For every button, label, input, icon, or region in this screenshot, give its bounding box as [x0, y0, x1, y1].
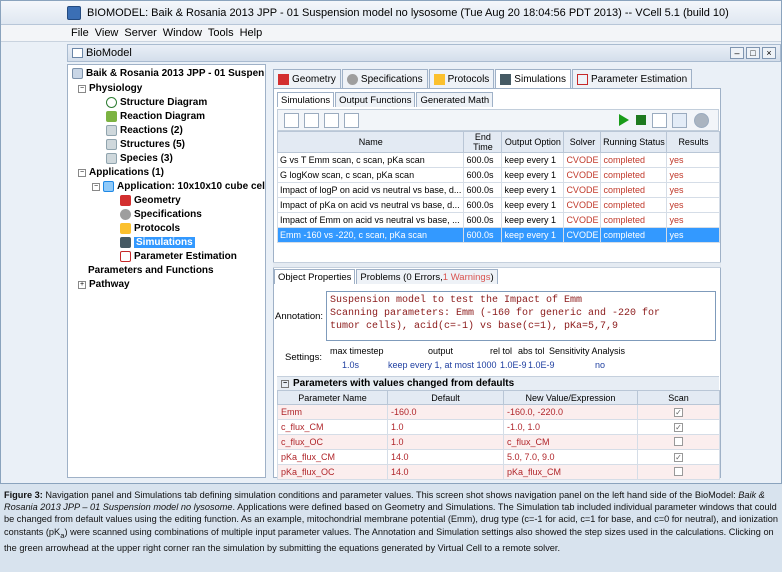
inner-window-title: BioModel: [86, 47, 132, 59]
tree-reaction-diagram[interactable]: [106, 111, 205, 122]
tree-protocols-label: Protocols: [134, 223, 181, 234]
sim-name: Impact of Emm on acid vs neutral vs base, ...: [278, 213, 464, 228]
tab-parameter-estimation-label: Parameter Estimation: [591, 73, 688, 85]
tree-reaction-diagram-label: Reaction Diagram: [120, 111, 206, 122]
sim-results: yes: [667, 198, 720, 213]
table-row[interactable]: [278, 198, 720, 213]
setting-max-timestep-label: max timestep: [330, 346, 384, 356]
menu-help[interactable]: Help: [239, 27, 263, 39]
tree-structures[interactable]: [106, 139, 185, 150]
table-row[interactable]: [278, 450, 720, 465]
table-row[interactable]: [278, 183, 720, 198]
table-row[interactable]: [278, 420, 720, 435]
param-scan-cell: [638, 420, 720, 435]
tab-protocols[interactable]: [429, 69, 495, 88]
geometry-icon: [278, 74, 289, 85]
setting-max-timestep-value: 1.0s: [342, 360, 360, 370]
menu-bar: [1, 25, 781, 42]
table-row[interactable]: [278, 213, 720, 228]
sim-results: yes: [667, 153, 720, 168]
setting-rel-tol-label: rel tol: [490, 346, 513, 356]
navigation-tree[interactable]: [67, 64, 266, 478]
params-section-header[interactable]: [277, 376, 719, 390]
sim-results: yes: [667, 213, 720, 228]
sim-end-time: 600.0s: [464, 213, 502, 228]
scan-checkbox[interactable]: [674, 467, 683, 476]
subtab-generated-math[interactable]: Generated Math: [416, 92, 493, 107]
setting-abs-tol-value: 1.0E-9: [528, 360, 555, 370]
table-row[interactable]: [278, 465, 720, 480]
tree-specifications-label: Specifications: [134, 209, 202, 220]
sim-status: completed: [601, 183, 667, 198]
param-scan-cell: [638, 435, 720, 450]
param-default: 1.0: [388, 435, 504, 450]
scan-checkbox[interactable]: ✓: [675, 423, 682, 432]
sim-name: Impact of logP on acid vs neutral vs base, d...: [278, 183, 464, 198]
simulation-subtabs: [277, 92, 494, 107]
sim-status: completed: [601, 213, 667, 228]
setting-rel-tol-value: 1.0E-9: [500, 360, 527, 370]
param-new-value[interactable]: -1.0, 1.0: [504, 420, 638, 435]
close-button[interactable]: ×: [762, 47, 776, 59]
view-results-button[interactable]: [652, 113, 667, 128]
tree-application[interactable]: [92, 181, 265, 192]
setting-sensitivity-value: no: [595, 360, 606, 370]
table-row[interactable]: [278, 153, 720, 168]
annotation-label: Annotation:: [275, 311, 324, 322]
panel-splitter[interactable]: [273, 262, 721, 268]
tree-geometry[interactable]: [120, 195, 181, 206]
param-scan-cell: [638, 405, 720, 420]
col-results[interactable]: Results: [667, 132, 720, 153]
collapse-icon[interactable]: −: [93, 182, 99, 190]
geometry-icon: [120, 195, 131, 206]
maximize-button[interactable]: □: [746, 47, 760, 59]
tree-application-label: Application: 10x10x10 cube cel: [117, 181, 265, 192]
col-name[interactable]: Name: [278, 132, 464, 153]
sim-name: Impact of pKa on acid vs neutral vs base, d...: [278, 198, 464, 213]
problems-label: Problems (0 Errors,: [360, 271, 443, 283]
sim-solver: CVODE: [564, 153, 601, 168]
col-parameter-name[interactable]: Parameter Name: [278, 391, 388, 405]
menu-window[interactable]: Window: [162, 27, 202, 39]
structures-icon: [106, 139, 117, 150]
scan-checkbox[interactable]: ✓: [675, 408, 682, 417]
info-icon[interactable]: [672, 113, 687, 128]
param-new-value[interactable]: c_flux_CM: [504, 435, 638, 450]
structure-diagram-icon: [106, 97, 117, 108]
param-default: 1.0: [388, 420, 504, 435]
param-new-value[interactable]: 5.0, 7.0, 9.0: [504, 450, 638, 465]
param-new-value[interactable]: -160.0, -220.0: [504, 405, 638, 420]
tab-geometry-label: Geometry: [292, 73, 336, 85]
tree-parameter-estimation-label: Parameter Estimation: [134, 251, 237, 262]
species-icon: [106, 153, 117, 164]
col-end-time[interactable]: End Time: [464, 132, 502, 153]
tree-structure-diagram-label: Structure Diagram: [120, 97, 208, 108]
subtab-output-functions[interactable]: Output Functions: [335, 92, 415, 107]
tab-simulations-label: Simulations: [514, 73, 566, 85]
tree-pathway-label: Pathway: [89, 279, 130, 290]
window-title: BIOMODEL: Baik & Rosania 2013 JPP - 01 Suspension model no lysosome (Tue Aug 20 18:04:56 PDT 2013) -- VCell 5.1 (build 10): [87, 6, 729, 19]
biomodel-window-icon: [72, 48, 83, 58]
menu-tools[interactable]: Tools: [207, 27, 234, 39]
params-table: [277, 390, 720, 480]
col-new-value[interactable]: New Value/Expression: [504, 391, 638, 405]
param-default: 14.0: [388, 450, 504, 465]
vcell-app-icon: [67, 6, 81, 20]
param-default: 14.0: [388, 465, 504, 480]
tab-specifications[interactable]: [342, 69, 428, 88]
col-solver[interactable]: Solver: [564, 132, 601, 153]
col-output-option[interactable]: Output Option: [502, 132, 564, 153]
tab-specifications-label: Specifications: [360, 73, 423, 85]
tree-structure-diagram[interactable]: [106, 97, 207, 108]
tree-root-label: Baik & Rosania 2013 JPP - 01 Suspen: [86, 68, 265, 79]
collapse-icon[interactable]: −: [79, 168, 85, 176]
caption-label: Figure 3:: [4, 490, 43, 500]
tree-structures-label: Structures (5): [120, 139, 186, 150]
setting-output-label: output: [428, 346, 454, 356]
stop-simulation-button[interactable]: [636, 115, 646, 125]
col-scan[interactable]: Scan: [638, 391, 720, 405]
menu-server[interactable]: Server: [124, 27, 157, 39]
sim-name: G logKow scan, c scan, pKa scan: [278, 168, 464, 183]
title-bar: [1, 1, 781, 25]
params-section-title: Parameters with values changed from defaults: [293, 378, 515, 389]
object-tabs: [274, 269, 499, 284]
lightning-icon: [120, 223, 131, 234]
tab-object-properties[interactable]: Object Properties: [274, 269, 355, 284]
setting-abs-tol-label: abs tol: [518, 346, 545, 356]
scan-checkbox[interactable]: ✓: [675, 453, 682, 462]
copy-simulation-button[interactable]: [304, 113, 319, 128]
delete-simulation-button[interactable]: [344, 113, 359, 128]
tree-simulations[interactable]: [120, 237, 195, 248]
tree-species[interactable]: [106, 153, 173, 164]
tab-parameter-estimation[interactable]: [572, 69, 692, 88]
table-row[interactable]: [278, 435, 720, 450]
simulations-runner-icon: [120, 237, 131, 248]
biomodel-icon: [72, 68, 83, 79]
table-row-selected[interactable]: [278, 228, 720, 243]
sim-status: completed: [601, 153, 667, 168]
tree-simulations-label: Simulations: [136, 237, 193, 248]
biomodel-inner-titlebar: [67, 44, 781, 62]
table-row[interactable]: [278, 168, 720, 183]
simulation-toolbar: [277, 109, 719, 131]
reactions-icon: [106, 125, 117, 136]
tab-geometry[interactable]: [273, 69, 341, 88]
scan-checkbox[interactable]: [674, 437, 683, 446]
tree-parameters-functions-label: Parameters and Functions: [88, 265, 214, 276]
setting-output-value: keep every 1, at most 1000: [388, 360, 497, 370]
sim-end-time: 600.0s: [464, 183, 502, 198]
tab-problems[interactable]: [356, 269, 497, 284]
problems-suffix: ): [490, 271, 494, 283]
sim-output-option: keep every 1: [502, 153, 564, 168]
application-icon: [103, 181, 114, 192]
expand-icon[interactable]: +: [79, 280, 85, 288]
menu-view[interactable]: View: [94, 27, 119, 39]
tab-simulations[interactable]: [495, 69, 571, 88]
subtab-simulations[interactable]: Simulations: [277, 92, 334, 107]
annotation-field[interactable]: Suspension model to test the Impact of Emm Scanning parameters: Emm (-160 for generic and -220 for tumor cells), acid(c=-1) vs base(c=1), pKa=5,7,9: [326, 291, 716, 341]
param-name: pKa_flux_CM: [278, 450, 388, 465]
sim-results: yes: [667, 183, 720, 198]
menu-file[interactable]: File: [71, 27, 89, 39]
problems-warnings: 1 Warnings: [442, 271, 491, 283]
sim-status: completed: [601, 168, 667, 183]
sim-solver: CVODE: [564, 198, 601, 213]
sim-results: yes: [667, 168, 720, 183]
param-name: c_flux_CM: [278, 420, 388, 435]
param-name: c_flux_OC: [278, 435, 388, 450]
lightning-icon: [434, 74, 445, 85]
col-running-status[interactable]: Running Status: [601, 132, 667, 153]
sim-solver: CVODE: [564, 228, 601, 243]
tree-reactions-label: Reactions (2): [120, 125, 183, 136]
table-row[interactable]: [278, 405, 720, 420]
sim-status: completed: [601, 228, 667, 243]
sim-name: G vs T Emm scan, c scan, pKa scan: [278, 153, 464, 168]
param-name: Emm: [278, 405, 388, 420]
param-default: -160.0: [388, 405, 504, 420]
setting-sensitivity-label: Sensitivity Analysis: [549, 346, 626, 356]
settings-label: Settings:: [285, 352, 322, 363]
tree-root[interactable]: [72, 68, 264, 79]
caption-text-1: Navigation panel and Simulations tab defining simulation conditions and parameter values. This screen shot shows navigation panel on the left hand side of the BioModel:: [42, 490, 739, 500]
reaction-diagram-icon: [106, 111, 117, 122]
figure-caption: [4, 489, 778, 554]
sim-output-option: keep every 1: [502, 183, 564, 198]
param-scan-cell: [638, 465, 720, 480]
parameter-estimation-icon: [120, 251, 131, 262]
collapse-icon[interactable]: −: [79, 84, 85, 92]
minimize-button[interactable]: –: [730, 47, 744, 59]
sim-end-time: 600.0s: [464, 153, 502, 168]
tab-protocols-label: Protocols: [447, 73, 490, 85]
sim-end-time: 600.0s: [464, 228, 502, 243]
sim-solver: CVODE: [564, 213, 601, 228]
param-new-value[interactable]: pKa_flux_CM: [504, 465, 638, 480]
sim-end-time: 600.0s: [464, 168, 502, 183]
simulations-table: [277, 131, 720, 243]
sim-output-option: keep every 1: [502, 228, 564, 243]
sim-output-option: keep every 1: [502, 168, 564, 183]
sim-output-option: keep every 1: [502, 198, 564, 213]
tree-species-label: Species (3): [120, 153, 173, 164]
col-default[interactable]: Default: [388, 391, 504, 405]
tree-parameter-estimation[interactable]: [120, 251, 237, 262]
tree-reactions[interactable]: [106, 125, 183, 136]
run-simulation-button[interactable]: [619, 114, 629, 126]
tree-physiology[interactable]: [78, 83, 142, 94]
tree-specifications[interactable]: [120, 209, 202, 220]
gear-icon: [347, 74, 358, 85]
sim-status: completed: [601, 198, 667, 213]
sim-output-option: keep every 1: [502, 213, 564, 228]
simulations-runner-icon: [500, 74, 511, 85]
tree-protocols[interactable]: [120, 223, 180, 234]
caption-subscript: a: [60, 530, 65, 540]
caption-model-name: Baik & Rosania 2013 JPP – 01 Suspension model no lysosome: [4, 490, 765, 513]
new-simulation-button[interactable]: [284, 113, 299, 128]
gear-icon: [120, 209, 131, 220]
tree-parameters-functions[interactable]: [88, 265, 214, 276]
application-tabs: [273, 69, 693, 88]
caption-text-2: . Applications were defined based on Geometry and Simulations. The Simulation tab included individual parameter windows that could be changed from default values using the editing function. As an example, mitochondrial membrane potential (Emm), drug type (c=-1 for acid, c=1 for base, and c=0 for neutral), and ionization constants (pK: [4, 502, 778, 537]
collapse-icon[interactable]: −: [282, 379, 288, 387]
sim-solver: CVODE: [564, 168, 601, 183]
param-name: pKa_flux_OC: [278, 465, 388, 480]
caption-text-3: ) were scanned using combinations of multiple input parameter values. The Annotation and Simulation settings also showed the step sizes used in the calculations. Clicking on the green arrowhead at the upper right corner ran the simulation by submitting the equations generated by Virtual Cell to a remote solver.: [4, 526, 774, 553]
sim-end-time: 600.0s: [464, 198, 502, 213]
sim-solver: CVODE: [564, 183, 601, 198]
tree-applications-label: Applications (1): [89, 167, 165, 178]
param-scan-cell: [638, 450, 720, 465]
sim-results: yes: [667, 228, 720, 243]
tree-applications[interactable]: [78, 167, 164, 178]
tree-pathway[interactable]: [78, 279, 130, 290]
tree-geometry-label: Geometry: [134, 195, 181, 206]
sim-name: Emm -160 vs -220, c scan, pKa scan: [278, 228, 464, 243]
tree-physiology-label: Physiology: [89, 83, 143, 94]
status-details-button[interactable]: [694, 113, 709, 128]
edit-simulation-button[interactable]: [324, 113, 339, 128]
parameter-estimation-icon: [577, 74, 588, 85]
